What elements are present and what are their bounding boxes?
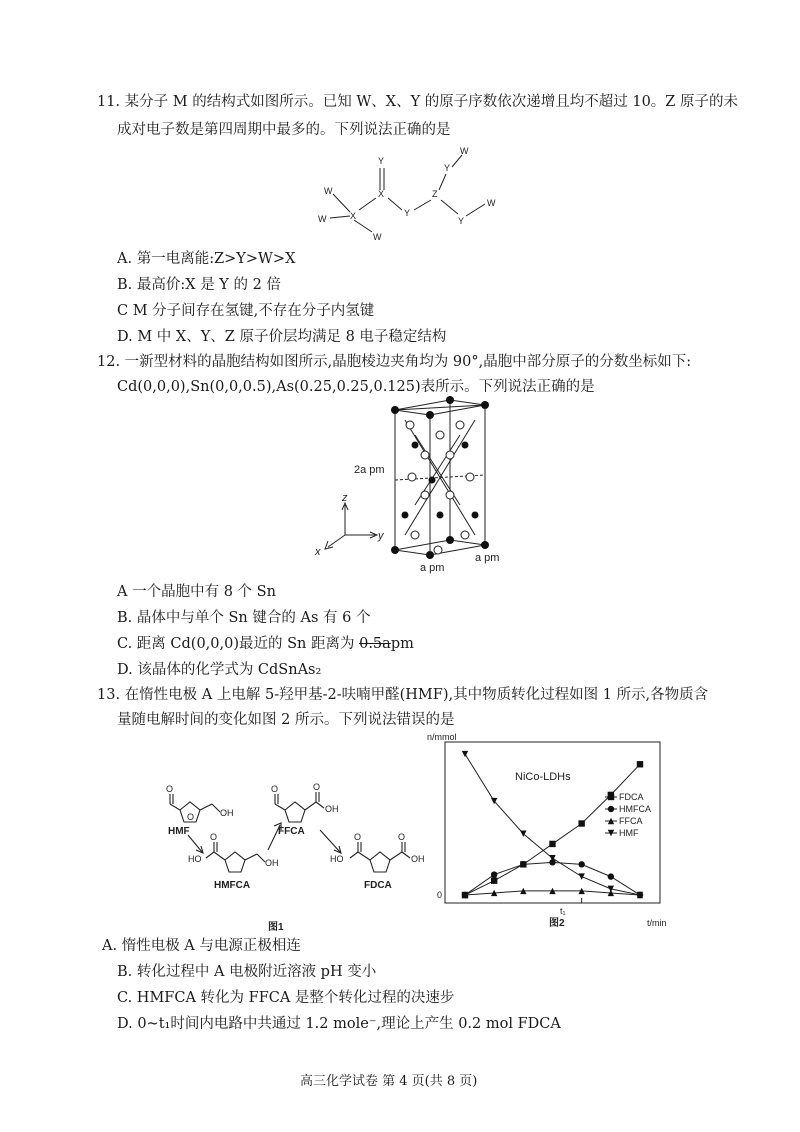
hmfca-oh: OH (265, 858, 279, 868)
atom-w-left-top: W (324, 186, 333, 196)
ffca-oh: OH (325, 804, 339, 814)
width-label-2: a pm (475, 552, 500, 564)
q13-option-b: B. 转化过程中 A 电极附近溶液 pH 变小 (117, 964, 377, 980)
fdca-label: FDCA (364, 880, 392, 891)
hmf-label: HMF (168, 826, 190, 837)
q13-line1: 13. 在惰性电极 A 上电解 5-羟甲基-2-呋喃甲醛(HMF),其中物质转化过程如图 1 所示,各物质含 (97, 687, 709, 703)
q11-structure-diagram (300, 142, 540, 252)
q12-option-b: B. 晶体中与单个 Sn 键合的 As 有 6 个 (117, 610, 371, 626)
q12-option-c-suffix: pm (390, 636, 414, 652)
series-hmf-point-4 (578, 873, 584, 879)
chart-caption: 图2 (549, 918, 565, 929)
q11-option-a: A. 第一电离能:Z>Y>W>X (117, 251, 296, 267)
fdca-oh: OH (411, 854, 425, 864)
q13-option-a: A. 惰性电极 A 与电源正极相连 (102, 938, 301, 954)
atom-y-bridge: Y (404, 208, 411, 218)
q12-option-a: A 一个晶胞中有 8 个 Sn (117, 584, 276, 600)
atom-y-lower: Y (458, 216, 465, 226)
series-hmf-point-0 (462, 751, 468, 757)
q13-figure1-pathway (150, 780, 443, 940)
hmf-oh: OH (220, 808, 234, 818)
fdca-o2: O (398, 832, 406, 842)
ffca-label: FFCA (278, 826, 305, 837)
chart-x-tick-t1: t₁ (560, 906, 566, 916)
q12-line1: 12. 一新型材料的晶胞结构如图所示,晶胞棱边夹角均为 90°,晶胞中部分原子的分数坐标如下: (97, 354, 692, 370)
chart-title: NiCo-LDHs (515, 771, 571, 783)
width-label-1: a pm (420, 562, 445, 574)
chart-ylabel: n/mmol (427, 732, 457, 742)
hmfca-o: O (210, 832, 218, 842)
atom-w-right: W (487, 198, 496, 208)
atom-y-top: Y (378, 156, 385, 166)
fdca-o1: O (354, 832, 362, 842)
hmf-ring-o: O (187, 812, 195, 822)
q13-option-c: C. HMFCA 转化为 FFCA 是整个转化过程的决速步 (117, 990, 455, 1006)
axis-x-label: x (315, 546, 321, 558)
q12-line2: Cd(0,0,0),Sn(0,0,0.5),As(0.25,0.25,0.125)表所示。下列说法正确的是 (117, 379, 595, 395)
atom-w-upper: W (460, 146, 469, 156)
legend-hmf-label: HMF (619, 828, 639, 838)
hmf-o: O (166, 784, 174, 794)
cell-atoms-white (406, 421, 474, 554)
q11-line1: 11. 某分子 M 的结构式如图所示。已知 W、X、Y 的原子序数依次递增且均不超过 10。Z 原子的未 (97, 94, 738, 110)
atom-x-1: X (378, 189, 385, 199)
chart-y-tick-0: 0 (437, 890, 443, 900)
q12-option-c (117, 635, 414, 653)
legend-ffca-label: FFCA (619, 816, 643, 826)
chart-xlabel: t/min (647, 918, 667, 928)
legend-hmfca-marker (608, 806, 614, 812)
q13-figure2-chart (425, 730, 675, 930)
fdca-ho: HO (330, 854, 344, 864)
series-fdca-point-3 (549, 841, 555, 847)
series-hmfca-point-2 (520, 861, 526, 867)
atom-x-2: X (350, 211, 357, 221)
legend-fdca-marker (608, 794, 614, 800)
page-footer: 高三化学试卷 第 4 页(共 8 页) (300, 1074, 478, 1089)
q13-option-d: D. 0~t₁时间内电路中共通过 1.2 mole⁻,理论上产生 0.2 mol FDCA (117, 1016, 561, 1032)
q12-crystal-cell-diagram (300, 395, 540, 575)
hmfca-label: HMFCA (214, 880, 251, 891)
ffca-o2: O (313, 782, 321, 792)
q12-option-d: D. 该晶体的化学式为 CdSnAs₂ (117, 662, 322, 678)
axis-y-label: y (378, 530, 384, 542)
legend-fdca-label: FDCA (619, 792, 644, 802)
series-fdca-point-1 (491, 878, 497, 884)
q11-option-b: B. 最高价:X 是 Y 的 2 倍 (117, 277, 281, 293)
series-hmfca-point-5 (608, 873, 614, 879)
q11-option-d: D. M 中 X、Y、Z 原子价层均满足 8 电子稳定结构 (117, 329, 447, 345)
hmfca-ho: HO (188, 854, 202, 864)
series-fdca-point-4 (578, 820, 584, 826)
q12-option-c-prefix: C. 距离 Cd(0,0,0)最近的 Sn 距离为 (117, 636, 360, 652)
atom-y-upper: Y (444, 163, 451, 173)
atom-z: Z (432, 189, 438, 199)
q11-option-c: C M 分子间存在氢键,不存在分子内氢键 (117, 303, 375, 319)
height-label: 2a pm (354, 464, 385, 476)
series-hmfca-point-4 (578, 861, 584, 867)
q12-option-c-struck: 0.5a (359, 636, 391, 652)
legend-hmfca-label: HMFCA (619, 804, 651, 814)
axis-z-label: z (342, 492, 348, 504)
atom-w-bottom: W (373, 232, 382, 242)
ffca-o1: O (271, 784, 279, 794)
fig1-caption: 图1 (268, 922, 284, 933)
series-hmfca-point-1 (491, 871, 497, 877)
atom-w-left: W (318, 214, 327, 224)
series-fdca-point-6 (637, 761, 643, 767)
q13-line2: 量随电解时间的变化如图 2 所示。下列说法错误的是 (117, 712, 455, 728)
q11-line2: 成对电子数是第四周期中最多的。下列说法正确的是 (117, 122, 451, 138)
